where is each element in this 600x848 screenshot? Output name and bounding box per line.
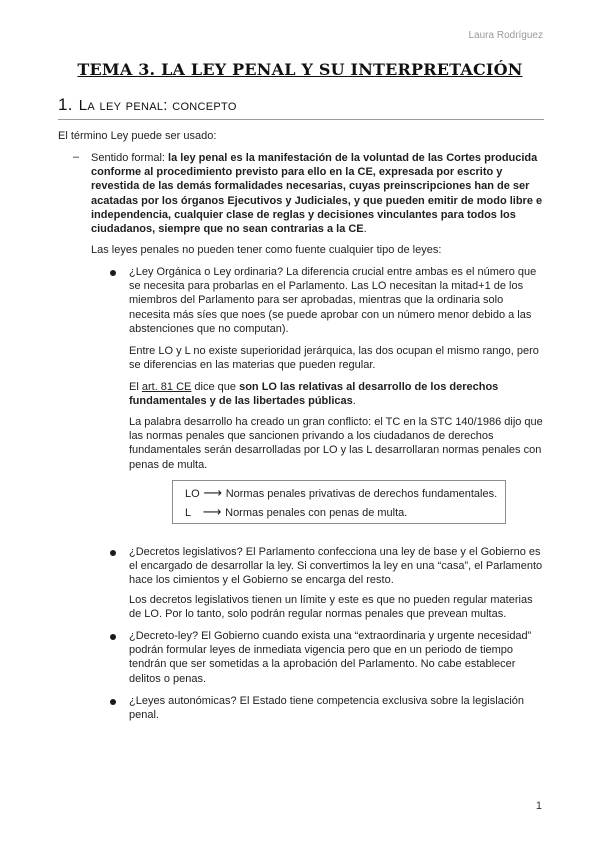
bullet-organic-law-p2: Entre LO y L no existe superioridad jerárquica, las dos ocupan el mismo rango, pero se diferencias en las materias que pueden regular. [129, 345, 539, 372]
bullet-legislative-decree-p2: Los decretos legislativos tienen un límite y este es que no pueden regular materias de LO. Por lo tanto, solo podrán regular normas penales que prevean multas. [129, 594, 533, 621]
arrow-right-icon: ⟶ [202, 504, 222, 519]
box-row-lo-label: LO [185, 488, 200, 500]
box-row-l-text: Normas penales con penas de multa. [225, 507, 408, 519]
bullet-organic-law-p1: ¿Ley Orgánica o Ley ordinaria? La diferencia crucial entre ambas es el número que se necesita para probarlas en el Parlamento. Las LO necesitan la mitad+1 de los miembros del Parlamento para ser aprobadas, mientras que la ordinaria solo necesita más síes que noes (se puede aprobar con un número menor debido a las abstenciones que no computan). [129, 266, 537, 335]
box-row-lo [185, 485, 497, 501]
formal-sense-paragraph [91, 151, 543, 236]
page-number: 1 [535, 800, 542, 812]
formal-definition: la ley penal es la manifestación de la voluntad de las Cortes producida conforme al procedimiento previsto para ello en la CE, expresada por escrito y revestida de las demás formalidades necesarias, cuyas preinscripciones han de ser acatadas por los órganos Ejecutivos y Judiciales, y que pueden emitir de modo libre e independencia, cualquier clase de reglas y decisiones vinculantes para todos los ciudadanos, siempre que no sean contrarias a la CE [91, 152, 543, 236]
p3-bold-text: son LO las relativas al desarrollo de los derechos fundamentales y de las libertades públicas [129, 381, 499, 408]
section-number: 1. [58, 95, 73, 114]
page-title: TEMA 3. LA LEY PENAL Y SU INTERPRETACIÓN [77, 60, 523, 79]
bullet-legislative-decree-p1: ¿Decretos legislativos? El Parlamento confecciona una ley de base y el Gobierno es el encargado de desarrollar la ley. Si convertimos la ley en una “casa”, el Parlamento hace los cimientos y el Gobierno se encarga del resto. [129, 546, 543, 587]
bullet-dot [110, 270, 116, 276]
summary-box [172, 480, 506, 524]
intro-paragraph: El término Ley puede ser usado: [58, 130, 217, 142]
laws-intro-paragraph: Las leyes penales no pueden tener como fuente cualquier tipo de leyes: [91, 244, 442, 256]
section-heading [58, 95, 544, 120]
bullet-dot [110, 550, 116, 556]
box-row-lo-text: Normas penales privativas de derechos fundamentales. [225, 488, 498, 500]
bullet-organic-law-p3 [129, 380, 543, 408]
p3-end: . [352, 395, 356, 408]
formal-label: Sentido formal: [91, 152, 169, 164]
author-header: Laura Rodríguez [468, 30, 543, 41]
bullet-dot [110, 634, 116, 640]
art-81-ce-link[interactable]: art. 81 CE [141, 381, 192, 393]
arrow-right-icon: ⟶ [203, 485, 222, 500]
p3-text-a: El [129, 381, 142, 393]
section-title: La ley penal: concepto [78, 97, 237, 114]
bullet-dot [110, 699, 116, 705]
p3-text-b: dice que [191, 381, 240, 393]
bullet-organic-law-p4: La palabra desarrollo ha creado un gran conflicto: el TC en la STC 140/1986 dijo que las normas penales que sancionen privando a los ciudadanos de derechos fundamentales serán desarrolladas por LO y las L desarrollaran normas penales con penas de multa. [129, 416, 543, 471]
bullet-decree-law: ¿Decreto-ley? El Gobierno cuando exista una “extraordinaria y urgente necesidad” podrán formular leyes de inmediata vigencia pero que en un periodo de tiempo tendrán que ser sometidas a la aprobación del Parlamento. No cabe establecer delitos o penas. [129, 630, 532, 685]
bullet-autonomic-laws: ¿Leyes autonómicas? El Estado tiene competencia exclusiva sobre la legislación penal. [129, 695, 524, 722]
formal-end: . [363, 223, 367, 236]
list-dash: – [73, 151, 80, 163]
box-row-l-label: L [185, 507, 192, 519]
box-row-l [185, 504, 407, 520]
